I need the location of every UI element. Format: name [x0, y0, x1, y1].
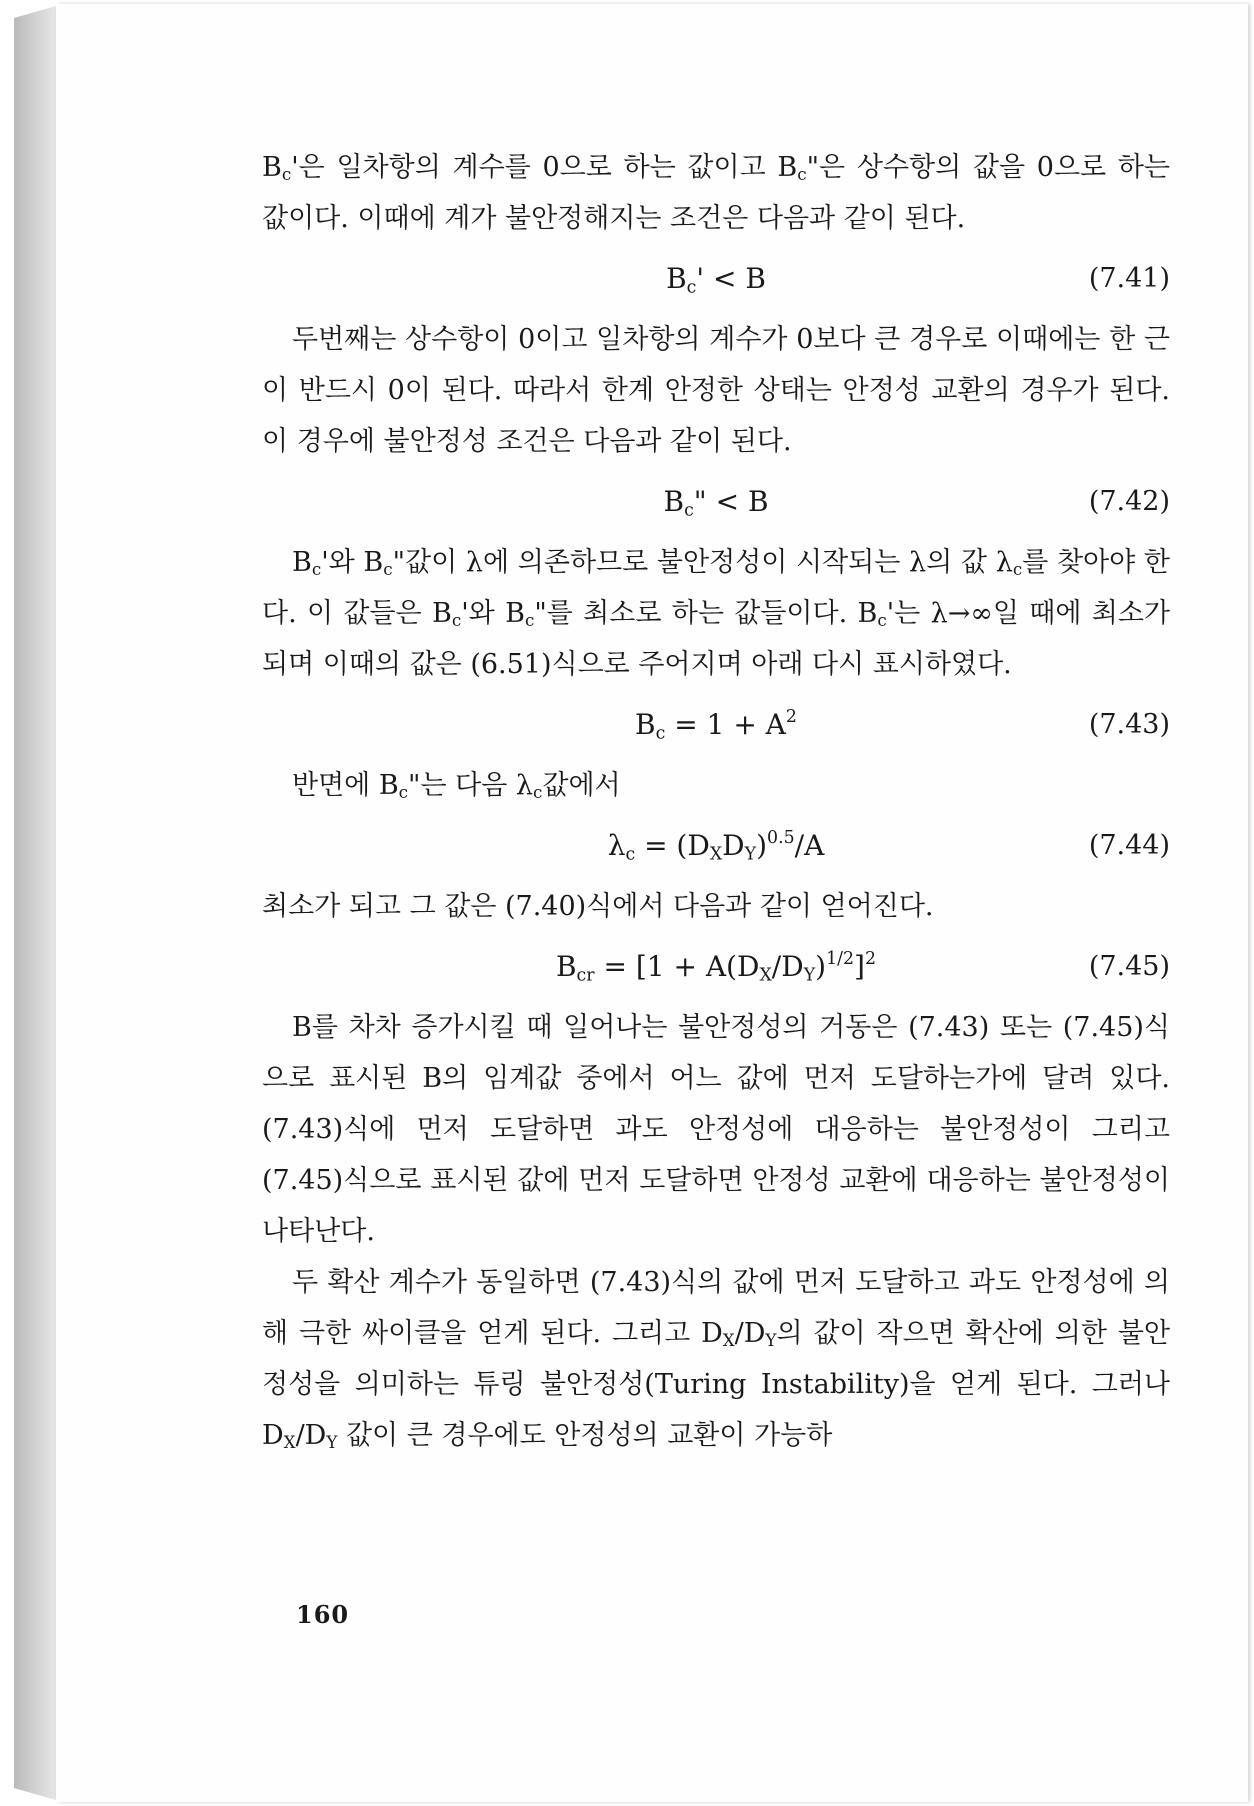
paragraph-3: $B_c'$와 $B_c$"값이 λ에 의존하므로 불안정성이 시작되는 λ의 값 $\lambda_c$를 찾아야 한다. 이 값들은 $B_c'$와 $B_c$"를 최소로 하는 값들이다. $B_c'$는 λ→∞일 때에 최소가 되며 이때의 값은 (6.51)식으로 주어지며 아래 다시 표시하였다. — [262, 547, 1171, 680]
paragraph-7: 두 확산 계수가 동일하면 (7.43)식의 값에 먼저 도달하고 과도 안정성에 의해 극한 싸이클을 얻게 된다. 그리고 $D_X/D_Y$의 값이 작으면 확산에 의한 불안정성을 의미하는 튜링 불안정성(Turing Instability)을 얻게 된다. 그러나 $D_X/D_Y$ 값이 큰 경우에도 안정성의 교환이 가능하 — [262, 1267, 1170, 1453]
equation-number: (7.43) — [1088, 709, 1170, 740]
equation-number: (7.41) — [1088, 263, 1170, 294]
page-body — [262, 142, 1170, 1461]
equation-7-41 — [262, 244, 1170, 314]
paragraph-2: 두번째는 상수항이 0이고 일차항의 계수가 0보다 큰 경우로 이때에는 한 근이 반드시 0이 된다. 따라서 한계 안정한 상태는 안정성 교환의 경우가 된다. 이 경우에 불안정성 조건은 다음과 같이 된다. — [262, 324, 1170, 457]
equation-number: (7.44) — [1088, 830, 1170, 861]
equation-expression: $B_c$" < B — [663, 485, 769, 521]
equation-7-44 — [262, 811, 1170, 881]
equation-number: (7.45) — [1088, 951, 1170, 982]
equation-7-43 — [262, 690, 1170, 760]
book-page — [56, 4, 1248, 1802]
equation-7-42 — [262, 467, 1170, 537]
equation-expression: $\lambda_c = (D_XD_Y)^{0.5}/A$ — [607, 827, 825, 865]
book-spine-edge — [14, 6, 56, 1800]
equation-expression: $B_c = 1 + A^2$ — [635, 706, 797, 744]
equation-expression: $B_c' < B$ — [666, 262, 766, 298]
equation-7-45 — [262, 932, 1170, 1002]
equation-number: (7.42) — [1088, 486, 1170, 517]
paragraph-6: B를 차차 증가시킬 때 일어나는 불안정성의 거동은 (7.43) 또는 (7.45)식으로 표시된 B의 임계값 중에서 어느 값에 먼저 도달하는가에 달려 있다. (7.43)식에 먼저 도달하면 과도 안정성에 대응하는 불안정성이 그리고 (7.45)식으로 표시된 값에 먼저 도달하면 안정성 교환에 대응하는 불안정성이 나타난다. — [262, 1012, 1170, 1247]
paragraph-4: 반면에 $B_c$"는 다음 $\lambda_c$값에서 — [292, 770, 621, 803]
page-number: 160 — [296, 1600, 350, 1629]
equation-expression: $B_{cr} = [1 + A(D_X/D_Y)^{1/2}]^2$ — [555, 948, 877, 986]
paragraph-1: $B_c'$은 일차항의 계수를 0으로 하는 값이고 $B_c$"은 상수항의 값을 0으로 하는 값이다. 이때에 계가 불안정해지는 조건은 다음과 같이 된다. — [262, 152, 1170, 234]
paragraph-5: 최소가 되고 그 값은 (7.40)식에서 다음과 같이 얻어진다. — [262, 891, 934, 922]
